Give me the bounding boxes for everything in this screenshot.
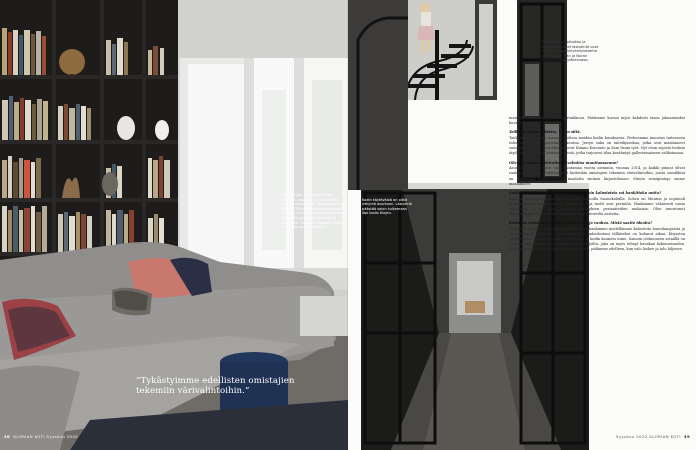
folio-left (4, 434, 164, 439)
paragraph: Koti on sisustettu kokonaisuudessaan vanhoilla huonekaluilla. Sohva on Muuton ja nojatuoli pitkäaikaisena lempiesineenä. Ruokapöytä ja tuolit ovat perintöä. Hankimme vähäisesti uusia kalusteita, ja ne ovat kestävän kehityksen periaatteiden mukaisia. Olen innostunut kierrättämisestä ja etsinkin mielelläni kirpputoreilta aarteita. (509, 196, 685, 216)
article-body (509, 116, 685, 255)
hallway-caption: Kodin käytävästä on pitkä näkymä asuntoon. Lasiseinä päästää valon kulkemaan läpi kodin tilojen. (362, 198, 412, 216)
paragraph: Taide nousee esiintä useassa roolissa meidän kodin kuvaksesta. Perheemme innostus taiteeseen tulee myös tavan perustaa tukeutua. Jerryn suku on taiteilijasukua, jotka ovat maalanneet suosikkitöitämme. Suosikkejani ovat Kimmo Kaivanto ja Sam Vanni työt. Nyt etsin sopivia teoksia täydentämään uusia kotimme seiniä, jotka tarjoavat tilaa kerääntyä galleriamaiseen valikoimaan. (509, 135, 685, 156)
page-number: 39 (683, 434, 690, 439)
folio-right (540, 434, 690, 439)
page-number: 38 (4, 434, 11, 439)
photo-caption: Kirjastossa on lasiseinäisten vanhan asunnon omaa ilmettä, vanha taloustiede. Kirjaston sanoja pohtii Tikkurilan harmaansininen Denim-sävy, ja yhdellä seinällä on kurkelty puu neulalla ikkunan kohdalla. Suksi on Maskun. Matto Rugvista ja rahi Mosnei. (283, 193, 347, 230)
question: Suitteko kodin sisustettua olemassa olevin kalusteista vai hankitteko uutta? (509, 190, 662, 195)
folio-text: GLORIAN KOTI Syyskuu 2020 (13, 434, 78, 439)
paragraph: maisesta tunnelmasta kierreportaikkoon. Päätimme kuvasi myös kahdesti tason jakaamiseksi huoneelleista. (509, 116, 685, 126)
paragraph: Asunto oli valmistunut vain muutamaa vuotta aiemmin, vuonna 2014, ja kaikki pinnat olivat vaaleaa harmaata. Tykästyimme kuitenkin omistajien tekemiin värivalintoihin, joista suosikkini on Tikkurilan Denim-sävyllä maalattu sininen kirjastohuone. Muuta seinäpintoja emme maalanneet. (509, 166, 685, 186)
pull-quote: ”Tykästyimme edellisten omistajien tekemiin värivalintoihin.” (136, 376, 295, 396)
stair-detail-photo (348, 0, 408, 190)
folio-text: Syyskuu 2020 GLORIAN KOTI (616, 434, 681, 439)
window (180, 58, 348, 282)
question: Olivatko seinien värivalinnat valmiina muuttaessanne? (509, 160, 619, 165)
paragraph: Rakastan vintagea ja vanhoja kalusteita, ja hankimme mielellämme kalusteita huutokaupoista ja second hand -liikkeistä. Kirjahyllyistä ja aukiolostani tälläiseksi on kulunut aikaa. Kirjaston kattokruunu, joka on mummoni perintöä, on kodin kaunein esine. Samoin olohuoneen seinällä on vuosien mittaan kertynyt tauluja eri taiteilijoilta, joka on myös tehnyt hauskan kokonaisuuden. Kierreportaikkoon, jota käytämme päivittäin, pidämme edelleen, kun valo laskee ja talo hiljenee. (509, 226, 685, 252)
staircase-caption: Musta kierreportaikko ja metallirunkoiset lasiseinät ovat perheen suosikkiyksityiskohtia asunnossa. Isan ja Noran huoneet ovat yläkerrassa. (542, 40, 599, 63)
question: Teillä on paljon taidetta, kerro siitä. (509, 130, 581, 135)
question: Kotimme sisustus on yhdistelmää uutta ja vanhaa. Mistä saatte ideoita? (509, 221, 653, 226)
